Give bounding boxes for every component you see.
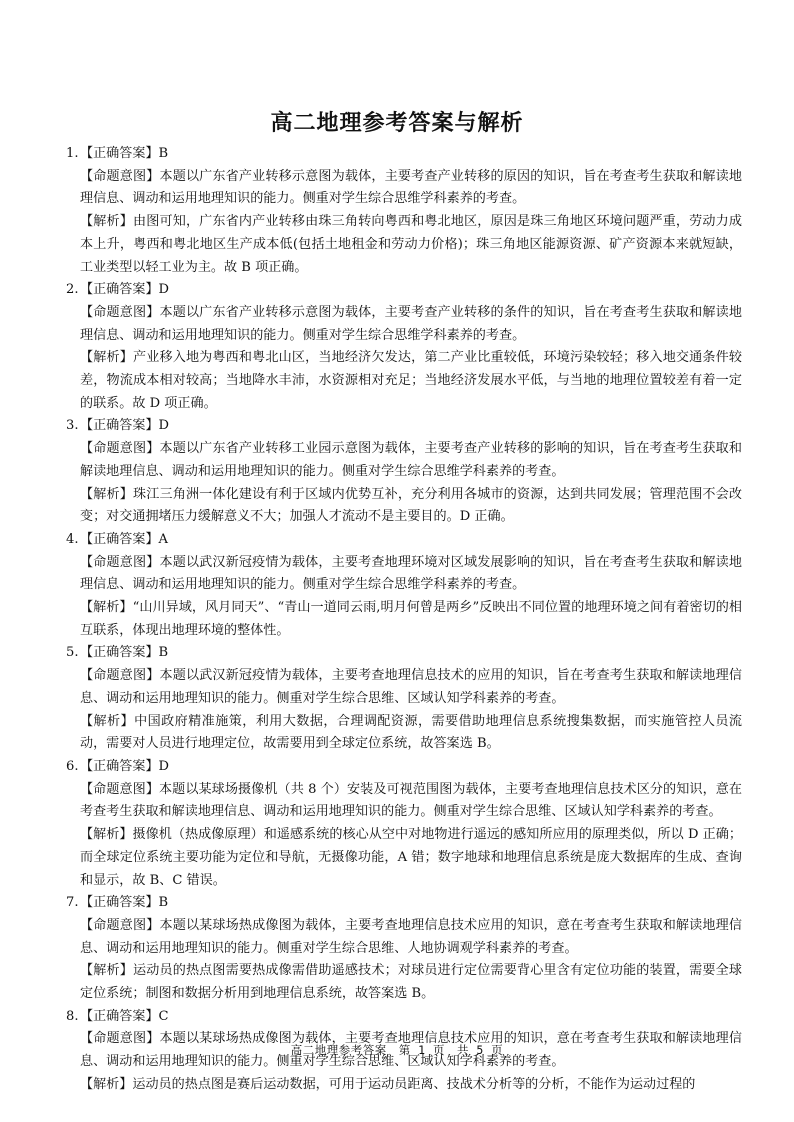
answer-line [66, 642, 742, 665]
correct-answer: 【正确答案】B [80, 146, 169, 161]
page-footer: 高二地理参考答案 第 1 页 共 5 页 [290, 1043, 504, 1057]
analysis-paragraph: 【解析】摄像机（热成像原理）和遥感系统的核心从空中对地物进行遥远的感知所应用的原理类似，所以 D 正确；而全球定位系统主要功能为定位和导航，无摄像功能，A 错；数字地球和地理信息系统是庞大数据库的生成、查询和显示，故 B、C 错误。 [80, 827, 742, 888]
question-block-6 [66, 756, 742, 892]
answer-line [66, 1006, 742, 1029]
answer-line [66, 279, 742, 302]
analysis-paragraph: 【解析】由图可知，广东省内产业转移由珠三角转向粤西和粤北地区，原因是珠三角地区环境问题严重，劳动力成本上升，粤西和粤北地区生产成本低(包括土地租金和劳动力价格)；珠三角地区能源资源、矿产资源本来就短缺，工业类型以轻工业为主。故 B 项正确。 [80, 214, 742, 275]
analysis-paragraph: 【解析】“山川异域，风月同天”、“青山一道同云雨,明月何曾是两乡”反映出不同位置的地理环境之间有着密切的相互联系，体现出地理环境的整体性。 [80, 600, 742, 638]
question-number: 1. [66, 146, 79, 161]
correct-answer: 【正确答案】D [80, 418, 170, 434]
question-block-2 [66, 279, 742, 415]
intent-paragraph: 【命题意图】本题以某球场热成像图为载体，主要考查地理信息技术应用的知识，意在考查考生获取和解读地理信息、调动和运用地理知识的能力。侧重对学生综合思维、人地协调观学科素养的考查。 [80, 917, 742, 956]
answer-line [66, 415, 742, 438]
analysis-paragraph: 【解析】产业移入地为粤西和粤北山区，当地经济欠发达，第二产业比重较低，环境污染较轻；移入地交通条件较差，物流成本相对较高；当地降水丰沛，水资源相对充足；当地经济发展水平低，与当地的地理位置较差有着一定的联系。故 D 项正确。 [80, 350, 742, 411]
correct-answer: 【正确答案】A [80, 531, 169, 547]
question-block-4 [66, 529, 742, 643]
analysis-paragraph: 【解析】珠江三角洲一体化建设有利于区域内优势互补，充分利用各城市的资源，达到共同发展；管理范围不会改变；对交通拥堵压力缓解意义不大；加强人才流动不是主要目的。D 正确。 [80, 486, 742, 525]
intent-paragraph: 【命题意图】本题以广东省产业转移示意图为载体，主要考查产业转移的原因的知识，旨在考查考生获取和解读地理信息、调动和运用地理知识的能力。侧重对学生综合思维学科素养的考查。 [80, 168, 742, 207]
answer-list [66, 143, 742, 1097]
analysis-paragraph: 【解析】运动员的热点图需要热成像需借助遥感技术；对球员进行定位需要背心里含有定位功能的装置，需要全球定位系统；制图和数据分析用到地理信息系统，故答案选 B。 [80, 963, 742, 1002]
correct-answer: 【正确答案】D [80, 758, 170, 774]
page-title: 高二地理参考答案与解析 [270, 110, 524, 136]
correct-answer: 【正确答案】B [80, 645, 169, 661]
intent-paragraph: 【命题意图】本题以某球场摄像机（共 8 个）安装及可视范围图为载体，主要考查地理信息技术区分的知识，意在考查考生获取和解读地理信息、调动和运用地理知识的能力。侧重对学生综合思维、区域认知学科素养的考查。 [80, 781, 742, 820]
intent-paragraph: 【命题意图】本题以某球场热成像图为载体，主要考查地理信息技术应用的知识，意在考查考生获取和解读地理信息、调动和运用地理知识的能力。侧重对学生综合思维、区域认知学科素养的考查。 [80, 1031, 742, 1070]
question-block-1 [66, 143, 742, 279]
question-number: 5. [66, 645, 79, 661]
question-block-7 [66, 892, 742, 1006]
question-block-3 [66, 415, 742, 529]
answer-line [66, 892, 742, 915]
correct-answer: 【正确答案】C [80, 1008, 169, 1024]
question-block-5 [66, 642, 742, 756]
analysis-paragraph: 【解析】运动员的热点图是赛后运动数据，可用于运动员距离、技战术分析等的分析，不能作为运动过程的 [80, 1076, 696, 1092]
correct-answer: 【正确答案】B [80, 895, 169, 911]
question-number: 8. [66, 1008, 79, 1024]
intent-paragraph: 【命题意图】本题以武汉新冠疫情为载体，主要考查地理环境对区域发展影响的知识，旨在考查考生获取和解读地理信息、调动和运用地理知识的能力。侧重对学生综合思维学科素养的考查。 [80, 554, 742, 593]
question-number: 4. [66, 531, 79, 547]
intent-paragraph: 【命题意图】本题以武汉新冠疫情为载体，主要考查地理信息技术的应用的知识，旨在考查考生获取和解读地理信息、调动和运用地理知识的能力。侧重对学生综合思维、区域认知学科素养的考查。 [80, 668, 742, 706]
answer-line [66, 529, 742, 552]
correct-answer: 【正确答案】D [80, 282, 170, 298]
question-number: 3. [66, 418, 79, 434]
intent-paragraph: 【命题意图】本题以广东省产业转移工业园示意图为载体，主要考查产业转移的影响的知识，旨在考查考生获取和解读地理信息、调动和运用地理知识的能力。侧重对学生综合思维学科素养的考查。 [80, 441, 742, 479]
question-number: 6. [66, 758, 79, 774]
question-number: 7. [66, 895, 79, 911]
question-number: 2. [66, 282, 79, 298]
answer-line [66, 143, 742, 166]
analysis-paragraph: 【解析】中国政府精准施策，利用大数据，合理调配资源，需要借助地理信息系统搜集数据，而实施管控人员流动，需要对人员进行地理定位，故需要用到全球定位系统，故答案选 B。 [80, 713, 742, 752]
answer-line [66, 756, 742, 779]
intent-paragraph: 【命题意图】本题以广东省产业转移示意图为载体，主要考查产业转移的条件的知识，旨在考查考生获取和解读地理信息、调动和运用地理知识的能力。侧重对学生综合思维学科素养的考查。 [80, 304, 742, 343]
